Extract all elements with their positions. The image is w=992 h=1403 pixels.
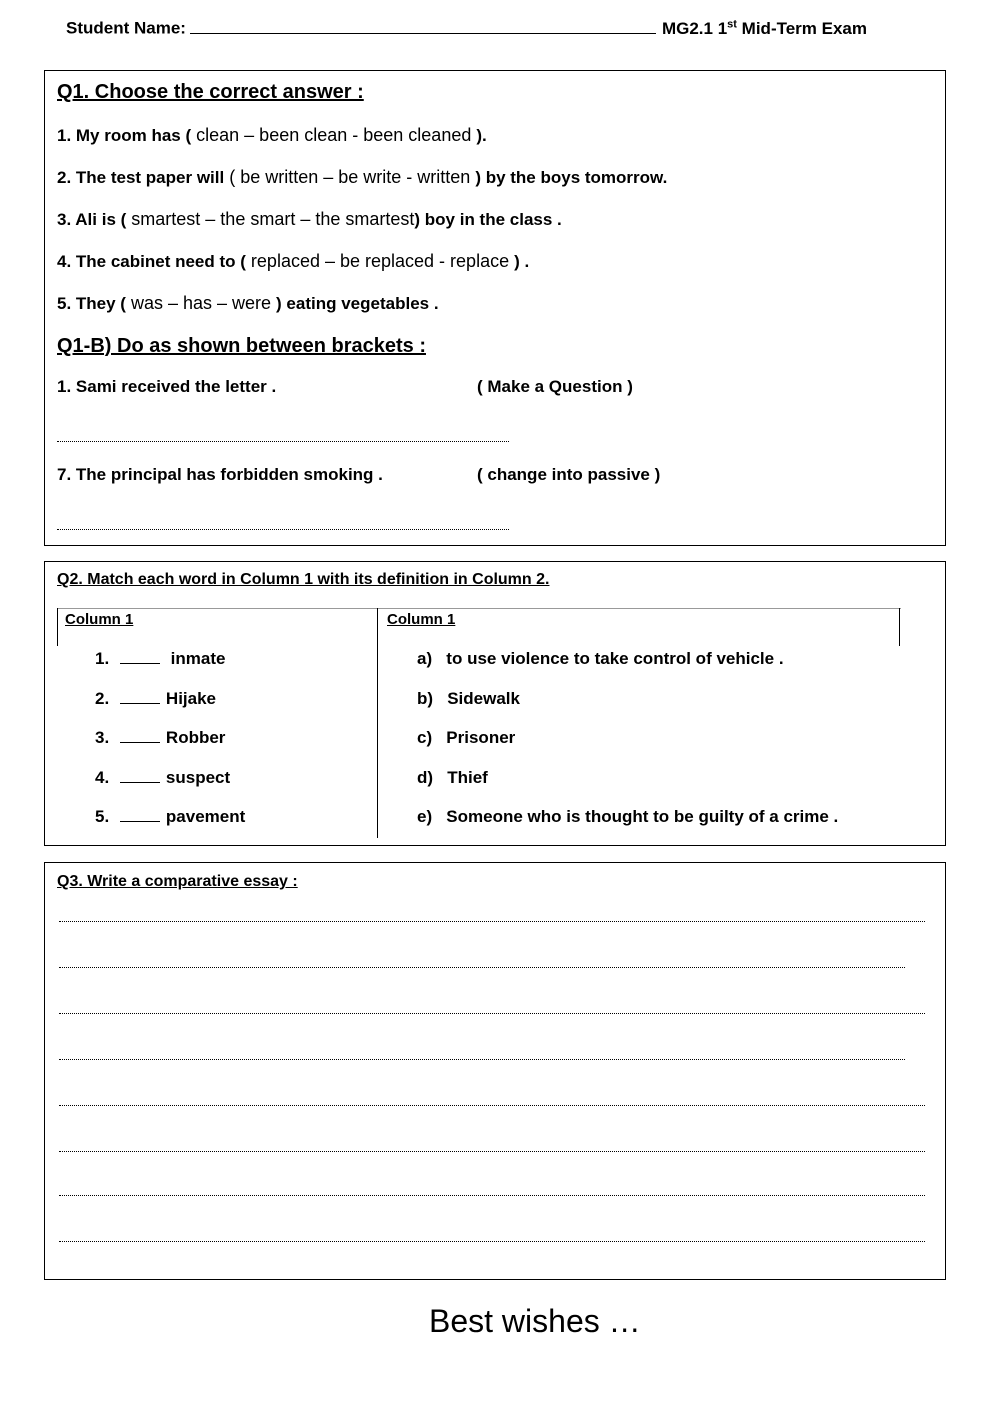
q1-item-3: 3. Ali is ( smartest – the smart – the smartest) boy in the class . [57,209,562,229]
match-table-divider [377,608,378,838]
q1b-answer-line-2[interactable] [57,529,509,530]
match-table-top-border [57,608,901,609]
q1b-item-2-instruction: ( change into passive ) [477,465,661,484]
match-word-1: 1. inmate [95,649,226,668]
essay-line-7[interactable] [59,1195,925,1196]
q1-item-2: 2. The test paper will ( be written – be write - written ) by the boys tomorrow. [57,167,668,187]
q3-title: Q3. Write a comparative essay : [57,873,298,890]
match-table-right-border [899,608,900,646]
q1b-item-2-sentence: 7. The principal has forbidden smoking . [57,465,383,484]
essay-line-1[interactable] [59,921,925,922]
q1-title: Q1. Choose the correct answer : [57,81,364,103]
column-2-header: Column 1 [387,611,456,628]
match-word-3: 3. Robber [95,728,226,747]
student-name-label: Student Name: [66,18,186,38]
match-definition-c: c) Prisoner [417,728,516,747]
match-blank-1[interactable] [120,653,160,664]
match-blank-4[interactable] [120,772,160,783]
q1b-answer-line-1[interactable] [57,441,509,442]
best-wishes-footer: Best wishes … [429,1303,641,1339]
match-definition-d: d) Thief [417,768,488,787]
q1-item-5: 5. They ( was – has – were ) eating vegetables . [57,293,439,313]
q1b-item-1-instruction: ( Make a Question ) [477,377,633,396]
q3-section [44,862,946,1280]
exam-title: MG2.1 1st Mid-Term Exam [661,18,868,38]
column-1-header: Column 1 [65,611,134,628]
essay-line-8[interactable] [59,1241,925,1242]
q1-section [44,70,946,546]
match-word-4: 4. suspect [95,768,231,787]
match-definition-b: b) Sidewalk [417,689,520,708]
q2-title: Q2. Match each word in Column 1 with its definition in Column 2. [57,571,550,588]
match-word-5: 5. pavement [95,807,246,826]
match-definition-a: a) to use violence to take control of vehicle . [417,649,784,668]
match-table-left-border [57,608,58,646]
page-header [66,18,906,39]
q1-item-4: 4. The cabinet need to ( replaced – be replaced - replace ) . [57,251,530,271]
match-blank-3[interactable] [120,732,160,743]
essay-line-5[interactable] [59,1105,925,1106]
essay-line-6[interactable] [59,1151,925,1152]
q2-section [44,561,946,846]
essay-line-3[interactable] [59,1013,925,1014]
q1b-title: Q1-B) Do as shown between brackets : [57,335,426,357]
q1-item-1: 1. My room has ( clean – been clean - been cleaned ). [57,125,487,145]
student-name-blank[interactable] [190,19,656,34]
match-definition-e: e) Someone who is thought to be guilty of a crime . [417,807,839,826]
essay-line-2[interactable] [59,967,905,968]
match-word-2: 2. Hijake [95,689,217,708]
match-blank-2[interactable] [120,693,160,704]
q1b-item-1-sentence: 1. Sami received the letter . [57,377,277,396]
match-blank-5[interactable] [120,811,160,822]
essay-line-4[interactable] [59,1059,905,1060]
